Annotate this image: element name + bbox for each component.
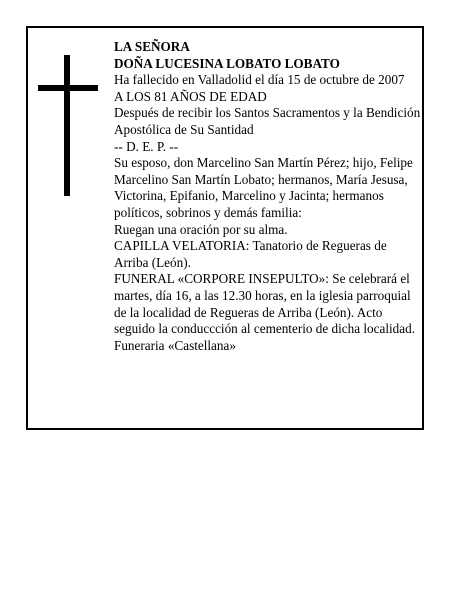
title-line: LA SEÑORA <box>114 39 190 54</box>
rip-line: -- D. E. P. -- <box>114 138 179 154</box>
death-statement: Ha fallecido en Valladolid el día 15 de octubre de 2007 <box>114 72 405 88</box>
age-statement: A LOS 81 AÑOS DE EDAD <box>114 88 267 104</box>
chapel-info: CAPILLA VELATORIA: Tanatorio de Regueras de Arriba (León). <box>114 238 387 270</box>
deceased-name: DOÑA LUCESINA LOBATO LOBATO <box>114 55 340 71</box>
funeral-info: FUNERAL «CORPORE INSEPULTO»: Se celebrará el martes, día 16, a las 12.30 horas, en la iglesia parroquial de la localidad de Regueras de Arriba (León). Acto seguido la conduccción al cementerio de dicha localidad. <box>114 271 415 337</box>
family-statement: Su esposo, don Marcelino San Martín Pérez; hijo, Felipe Marcelino San Martín Lobato; hermanos, María Jesusa, Victorina, Epifanio, Marcelino y Jacinta; hermanos políticos, sobrinos y demás familia: <box>114 155 413 220</box>
prayer-request: Ruegan una oración por su alma. <box>114 221 288 237</box>
funeral-home: Funeraria «Castellana» <box>114 337 236 353</box>
sacraments-statement: Después de recibir los Santos Sacramentos y la Bendición Apostólica de Su Santidad <box>114 105 421 137</box>
cross-icon <box>38 55 98 196</box>
cross-horizontal-bar <box>38 85 98 91</box>
cross-vertical-bar <box>64 55 70 196</box>
obituary-text <box>114 39 422 354</box>
